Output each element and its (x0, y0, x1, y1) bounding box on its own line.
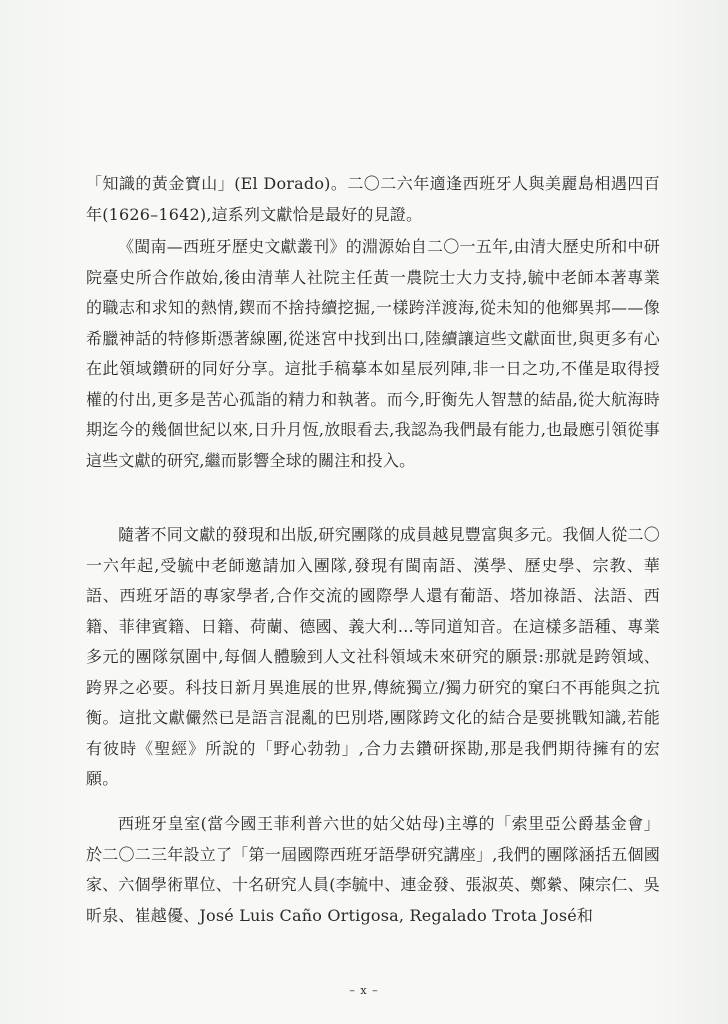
paragraph-1 (86, 169, 660, 230)
paragraph-text: 西班牙皇室(當今國王菲利普六世的姑父姑母)主導的「索里亞公爵基金會」於二〇二三年設立了「第一屆國際西班牙語學研究講座」,我們的團隊涵括五個國家、六個學術單位、十名研究人員(李毓中、連金發、張淑英、鄭縈、陳宗仁、吳昕泉、崔越優、José Luis Caño Ortigosa, Regalado Trota José和 (86, 814, 660, 925)
paragraph-text: 隨著不同文獻的發現和出版,研究團隊的成員越見豐富與多元。我個人從二〇一六年起,受毓中老師邀請加入團隊,發現有閩南語、漢學、歷史學、宗教、華語、西班牙語的專家學者,合作交流的國際學人還有葡語、塔加祿語、法語、西籍、菲律賓籍、日籍、荷蘭、德國、義大利…等同道知音。在這樣多語種、專業多元的團隊氛圍中,每個人體驗到人文社科領域未來研究的願景:那就是跨領域、跨界之必要。科技日新月異進展的世界,傳統獨立/獨力研究的窠臼不再能與之抗衡。這批文獻儼然已是語言混亂的巴別塔,團隊跨文化的結合是要挑戰知識,若能有彼時《聖經》所說的「野心勃勃」,合力去鑽研探勘,那是我們期待擁有的宏願。 (86, 525, 660, 788)
paragraph-2 (86, 232, 660, 476)
page-number: – x – (349, 984, 379, 997)
paragraph-4 (86, 809, 660, 931)
paragraph-3 (86, 520, 660, 795)
paragraph-text: 「知識的黃金寶山」(El Dorado)。二〇二六年適逢西班牙人與美麗島相遇四百年(1626–1642),這系列文獻恰是最好的見證。 (86, 174, 660, 224)
paragraph-text: 《閩南—西班牙歷史文獻叢刊》的淵源始自二〇一五年,由清大歷史所和中研院臺史所合作啟始,後由清華人社院主任黃一農院士大力支持,毓中老師本著專業的職志和求知的熱情,鍥而不捨持續挖掘,一樣跨洋渡海,從未知的他鄉異邦——像希臘神話的特修斯憑著線團,從迷宮中找到出口,陸續讓這些文獻面世,與更多有心在此領域鑽研的同好分享。這批手稿摹本如星辰列陣,非一日之功,不僅是取得授權的付出,更多是苦心孤詣的精力和執著。而今,盱衡先人智慧的結晶,從大航海時期迄今的幾個世紀以來,日升月恆,放眼看去,我認為我們最有能力,也最應引領從事這些文獻的研究,繼而影響全球的關注和投入。 (86, 237, 660, 470)
